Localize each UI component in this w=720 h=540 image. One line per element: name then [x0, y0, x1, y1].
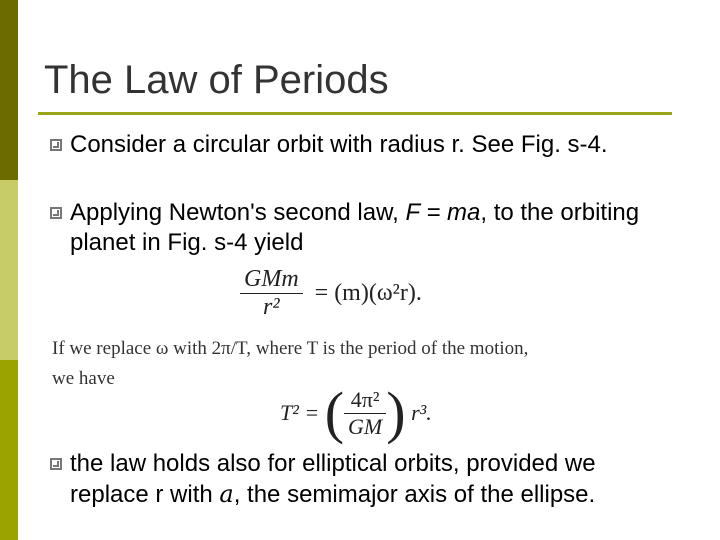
equation-1-denominator: r² — [263, 294, 280, 320]
bullet-3-text-b: , the semimajor axis of the ellipse. — [233, 481, 596, 508]
bullet-2-text-b: , to the orbiting planet in Fig. s-4 yield — [70, 199, 640, 256]
right-paren: ) — [386, 380, 406, 445]
bullet-1 — [38, 130, 678, 160]
equation-2-fraction — [344, 387, 386, 440]
bullet-1-text: Consider a circular orbit with radius r. See Fig. s-4. — [70, 131, 608, 158]
bullet-2 — [38, 198, 678, 258]
equation-2 — [280, 380, 432, 445]
equation-1-rhs: = (m)(ω²r). — [314, 280, 422, 306]
equation-1-fraction — [240, 266, 303, 321]
equation-2-lhs: T² = — [280, 400, 320, 425]
left-paren: ( — [324, 380, 345, 445]
equation-1 — [240, 266, 422, 321]
bullet-2-text-a: Applying Newton's second law, — [70, 199, 406, 226]
sentence-line-2: we have — [52, 368, 115, 389]
bullet-3-text — [70, 449, 678, 510]
bullet-3-text-a: the law holds also for elliptical orbits, provided we replace r with — [70, 450, 596, 508]
sidebar-decoration — [0, 0, 18, 540]
checkbox-bullet-icon — [50, 207, 62, 219]
equation-2-denominator: GM — [348, 413, 383, 439]
equation-1-numerator: GMm — [240, 266, 303, 294]
title-underline — [38, 112, 672, 115]
checkbox-bullet-icon — [50, 139, 62, 151]
sidebar-band-light — [0, 180, 18, 360]
slide-title: The Law of Periods — [44, 58, 389, 102]
equation-2-rhs: r³. — [411, 400, 432, 425]
sidebar-band-dark — [0, 0, 18, 180]
bullet-2-formula: F = ma — [405, 199, 481, 226]
sentence-line-1: If we replace ω with 2π/T, where T is the period of the motion, — [52, 338, 529, 359]
bullet-3-symbol: a — [219, 480, 234, 508]
bullet-3 — [38, 449, 678, 510]
bullet-2-text — [70, 198, 678, 258]
checkbox-bullet-icon — [50, 458, 62, 470]
equation-2-numerator: 4π² — [344, 387, 386, 414]
sidebar-band-mid — [0, 360, 18, 540]
